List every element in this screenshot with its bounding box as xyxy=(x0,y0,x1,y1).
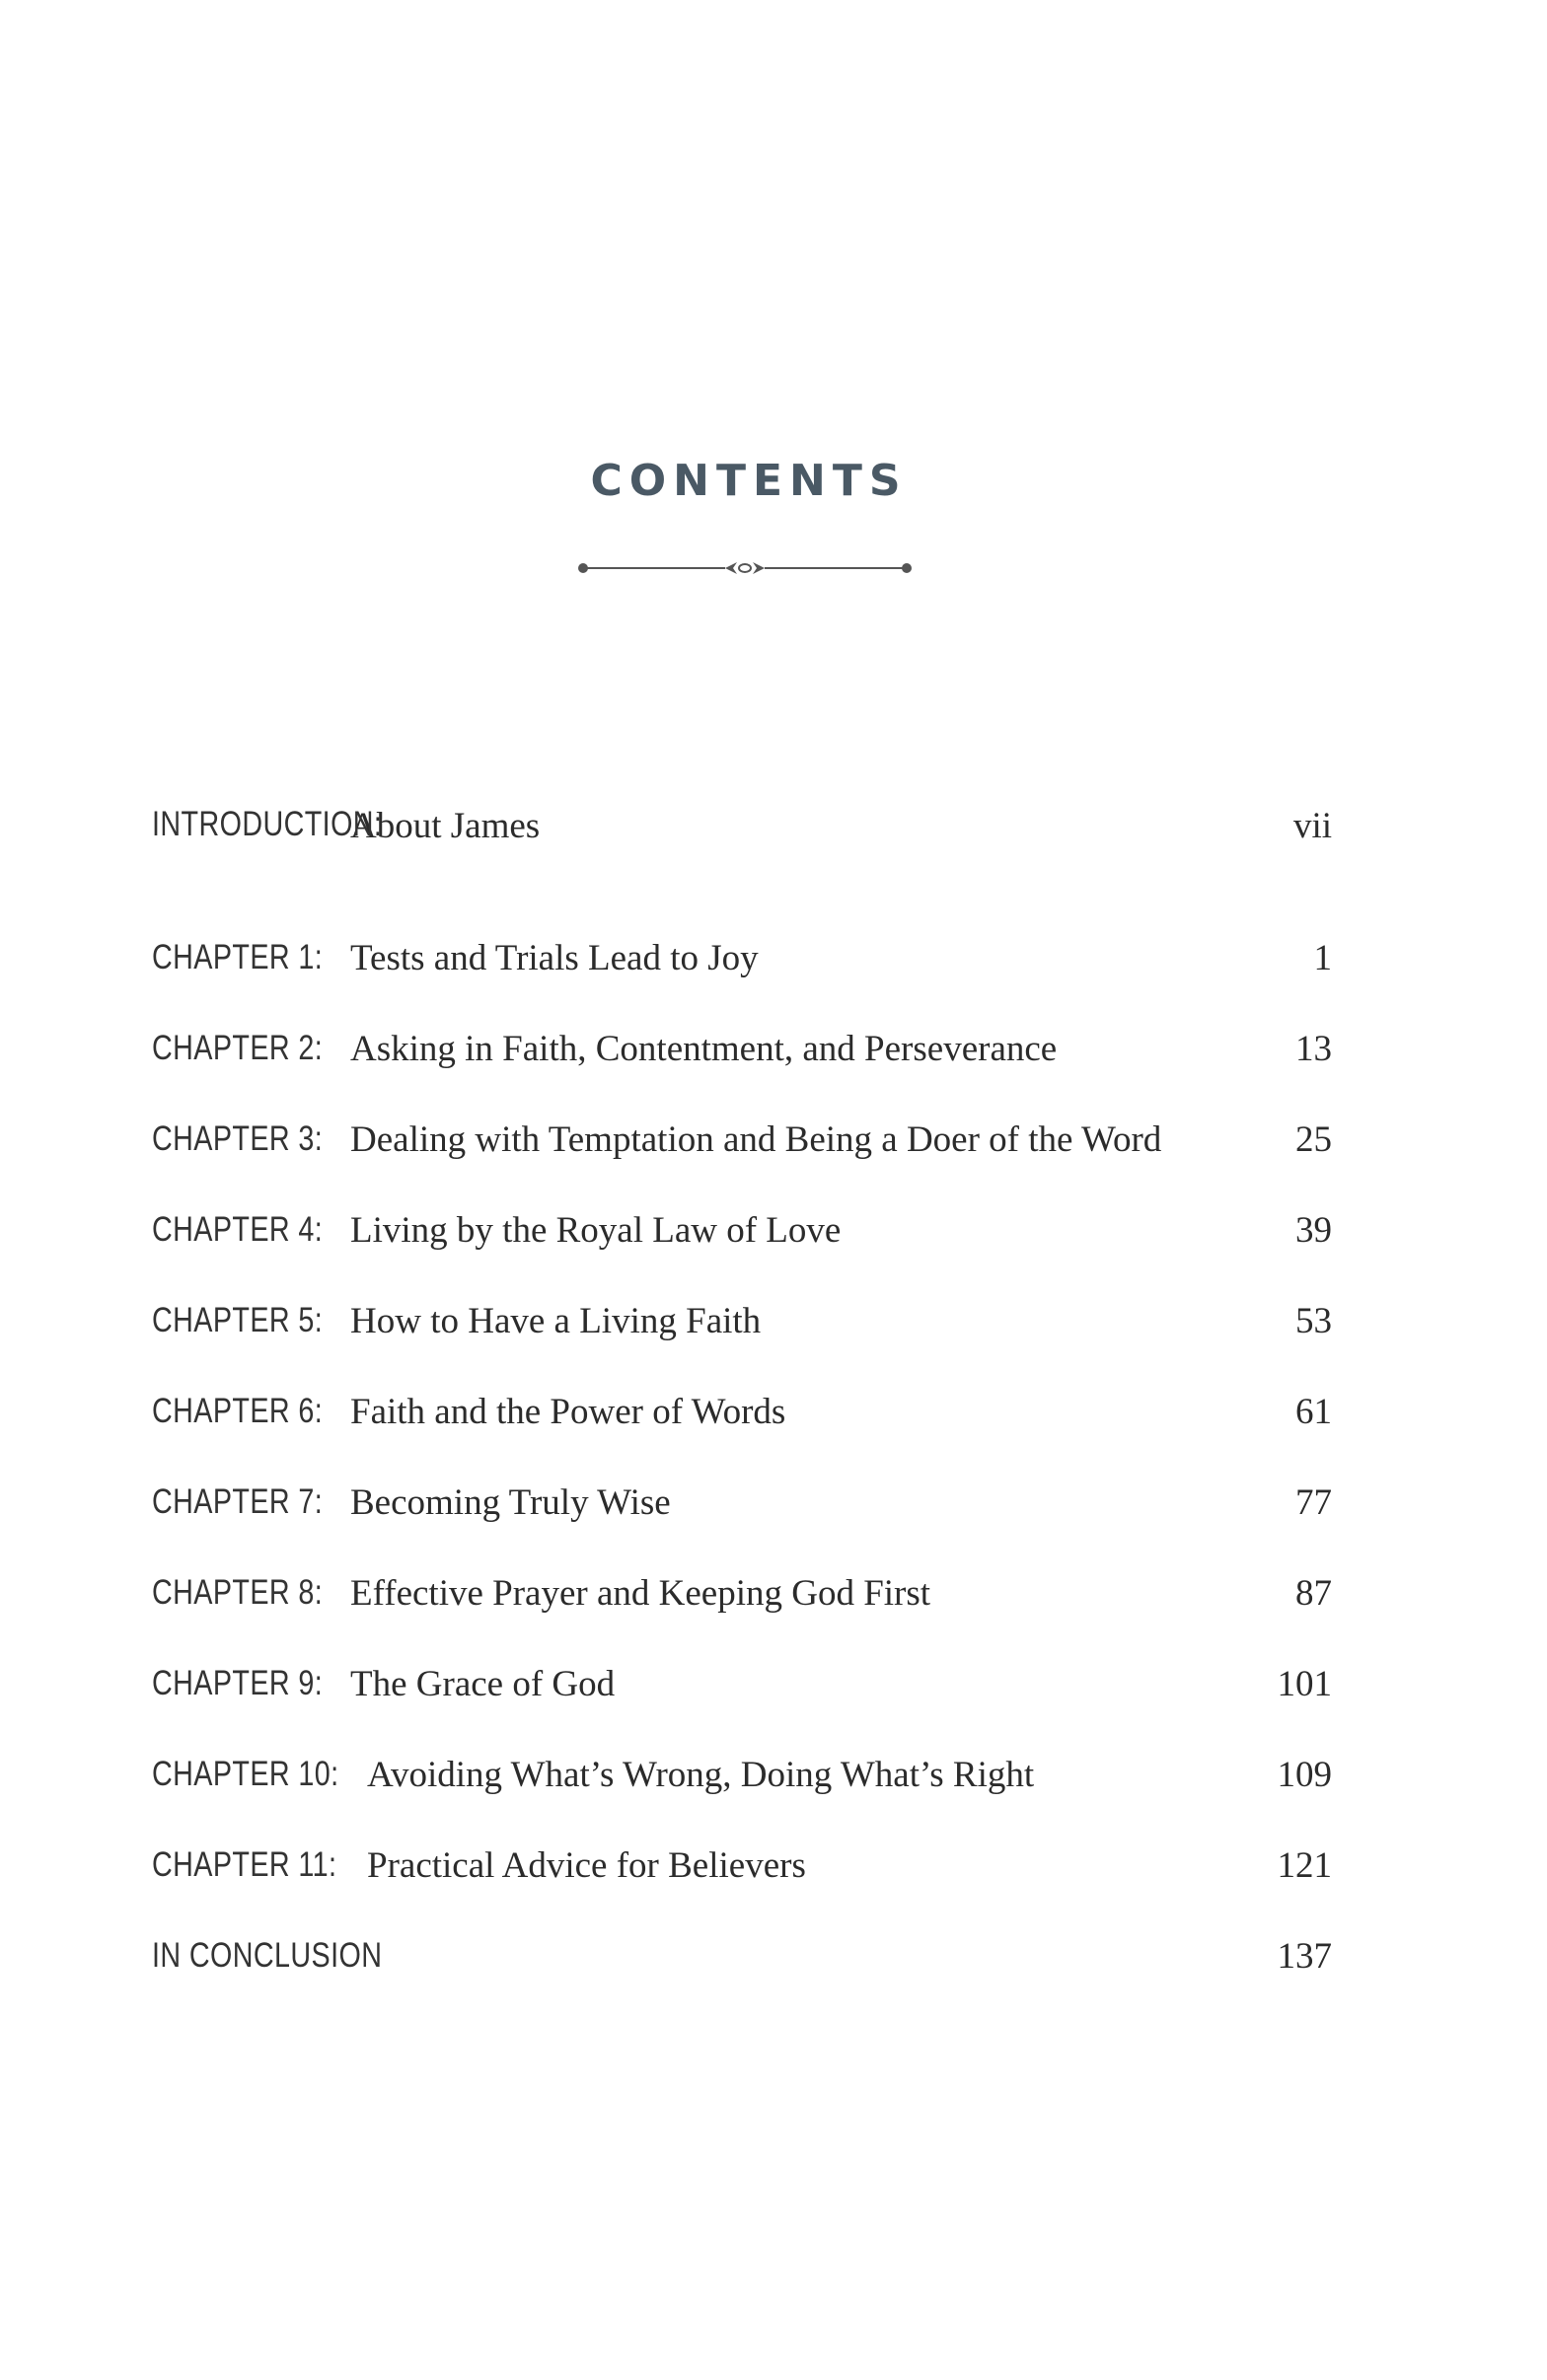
entry-label: CHAPTER 8: xyxy=(152,1573,324,1612)
entry-page-number: 137 xyxy=(1277,1935,1332,1977)
entry-page-number: 101 xyxy=(1277,1663,1332,1704)
entry-title: Asking in Faith, Contentment, and Perseverance xyxy=(350,1028,1058,1069)
toc-entry[interactable] xyxy=(152,1366,1332,1457)
entry-label: IN CONCLUSION xyxy=(152,1936,383,1975)
toc-entry[interactable] xyxy=(152,1003,1332,1094)
toc-entry[interactable] xyxy=(152,1911,1332,2001)
entry-page-number: 13 xyxy=(1295,1028,1332,1069)
entry-page-number: 87 xyxy=(1295,1572,1332,1614)
entry-label: CHAPTER 5: xyxy=(152,1301,324,1339)
entry-title: The Grace of God xyxy=(350,1663,616,1704)
entry-title: Living by the Royal Law of Love xyxy=(350,1209,842,1251)
entry-label: INTRODUCTION: xyxy=(152,805,383,843)
table-of-contents xyxy=(152,805,1332,2001)
entry-label: CHAPTER 4: xyxy=(152,1210,324,1249)
toc-entry[interactable] xyxy=(152,1457,1332,1548)
entry-title: Dealing with Temptation and Being a Doer of the Word xyxy=(350,1118,1162,1160)
entry-title: Tests and Trials Lead to Joy xyxy=(350,937,759,978)
entry-page-number: 53 xyxy=(1295,1300,1332,1341)
entry-label: CHAPTER 3: xyxy=(152,1119,324,1158)
toc-entry[interactable] xyxy=(152,1185,1332,1275)
entry-label: CHAPTER 9: xyxy=(152,1664,324,1702)
entry-label: CHAPTER 1: xyxy=(152,938,324,976)
toc-entry[interactable] xyxy=(152,1729,1332,1820)
entry-label: CHAPTER 2: xyxy=(152,1029,324,1067)
entry-title: Practical Advice for Believers xyxy=(367,1844,806,1886)
entry-page-number: 121 xyxy=(1277,1844,1332,1886)
entry-label: CHAPTER 7: xyxy=(152,1482,324,1521)
entry-label: CHAPTER 6: xyxy=(152,1392,324,1430)
entry-label: CHAPTER 10: xyxy=(152,1755,339,1793)
entry-page-number: 1 xyxy=(1313,937,1332,978)
entry-title: Faith and the Power of Words xyxy=(350,1391,786,1432)
entry-page-number: 25 xyxy=(1295,1118,1332,1160)
toc-entry[interactable] xyxy=(152,1275,1332,1366)
entry-page-number: 61 xyxy=(1295,1391,1332,1432)
entry-page-number: vii xyxy=(1292,806,1332,846)
entry-title: Avoiding What’s Wrong, Doing What’s Right xyxy=(367,1754,1035,1795)
entry-title: About James xyxy=(350,806,541,846)
entry-title: Becoming Truly Wise xyxy=(350,1481,671,1523)
entry-title: How to Have a Living Faith xyxy=(350,1300,762,1341)
entry-page-number: 39 xyxy=(1295,1209,1332,1251)
toc-entry[interactable] xyxy=(152,1094,1332,1185)
divider-ornament-icon xyxy=(577,556,913,580)
entry-page-number: 77 xyxy=(1295,1481,1332,1523)
toc-entry[interactable] xyxy=(152,912,1332,1003)
entry-page-number: 109 xyxy=(1277,1754,1332,1795)
toc-entry[interactable] xyxy=(152,1638,1332,1729)
toc-entry[interactable] xyxy=(152,1820,1332,1911)
toc-entry[interactable] xyxy=(152,805,1332,912)
page-title: CONTENTS xyxy=(590,456,908,506)
entry-title: Effective Prayer and Keeping God First xyxy=(350,1572,931,1614)
entry-label: CHAPTER 11: xyxy=(152,1845,337,1884)
toc-entry[interactable] xyxy=(152,1548,1332,1638)
